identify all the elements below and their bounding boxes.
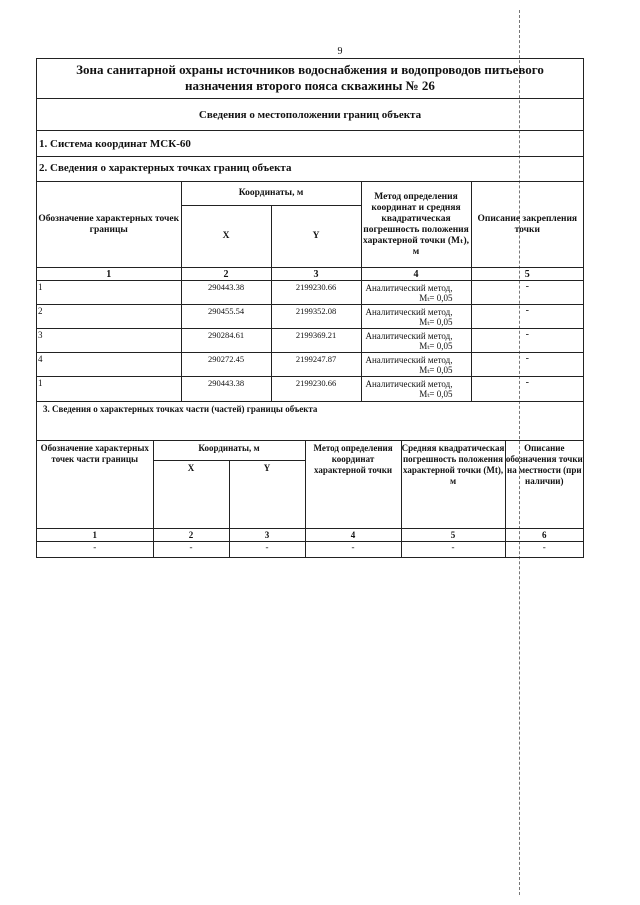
x-value: 290443.38 xyxy=(181,281,271,305)
point-label: 3 xyxy=(37,329,181,353)
point-label: 4 xyxy=(37,353,181,377)
method-cell xyxy=(361,377,471,401)
col-num: 6 xyxy=(505,528,583,541)
point-label: 1 xyxy=(37,377,181,401)
method-error: Mₜ= 0,05 xyxy=(419,388,453,399)
col-num: 3 xyxy=(271,268,361,281)
section2-title: 2. Сведения о характерных точках границ объекта xyxy=(39,162,292,174)
method-cell xyxy=(361,305,471,329)
col-x-header: X xyxy=(153,460,229,528)
empty-value: - xyxy=(305,541,401,557)
col-num: 3 xyxy=(229,528,305,541)
x-value: 290443.38 xyxy=(181,377,271,401)
empty-value: - xyxy=(505,541,583,557)
col-num: 4 xyxy=(305,528,401,541)
desc-value: - xyxy=(471,329,583,353)
col-num: 5 xyxy=(471,268,583,281)
empty-value: - xyxy=(153,541,229,557)
x-value: 290455.54 xyxy=(181,305,271,329)
table-row xyxy=(37,329,583,353)
method-name: Аналитический метод, xyxy=(365,282,453,293)
method-error: Mₜ= 0,05 xyxy=(419,364,453,375)
col-num: 4 xyxy=(361,268,471,281)
col-method-header: Метод определения координат и средняя квадратическая погрешность положения характерной точки (Mₜ), м xyxy=(361,182,471,268)
empty-value: - xyxy=(37,541,153,557)
y-value: 2199369.21 xyxy=(271,329,361,353)
page-number: 9 xyxy=(337,46,343,57)
col-method-header: Метод определения координат характерной точки xyxy=(305,440,401,528)
desc-value: - xyxy=(471,281,583,305)
desc-value: - xyxy=(471,377,583,401)
col-y-header: Y xyxy=(229,460,305,528)
method-name: Аналитический метод, xyxy=(365,354,453,365)
desc-value: - xyxy=(471,353,583,377)
col-desc-header: Описание закрепления точки xyxy=(471,182,583,268)
method-cell xyxy=(361,329,471,353)
method-cell xyxy=(361,353,471,377)
method-cell xyxy=(361,281,471,305)
document-frame xyxy=(36,58,584,558)
coord-system: 1. Система координат МСК-60 xyxy=(37,131,583,157)
method-name: Аналитический метод, xyxy=(365,330,453,341)
document-title: Зона санитарной охраны источников водоснабжения и водопроводов питьевого назначения второго пояса скважины № 26 xyxy=(37,59,583,99)
method-error: Mₜ= 0,05 xyxy=(419,340,453,351)
point-label: 1 xyxy=(37,281,181,305)
y-value: 2199230.66 xyxy=(271,377,361,401)
col-x-header: X xyxy=(181,206,271,268)
part-boundary-table xyxy=(37,440,583,558)
table-row xyxy=(37,353,583,377)
method-name: Аналитический метод, xyxy=(365,378,453,389)
col-coords-header: Координаты, м xyxy=(181,182,361,206)
col-coords-header: Координаты, м xyxy=(153,440,305,460)
col-num: 1 xyxy=(37,528,153,541)
col-point-header: Обозначение характерных точек части границы xyxy=(37,440,153,528)
desc-value: - xyxy=(471,305,583,329)
table-row xyxy=(37,377,583,401)
table-row xyxy=(37,541,583,557)
col-y-header: Y xyxy=(271,206,361,268)
y-value: 2199247.87 xyxy=(271,353,361,377)
location-header: Сведения о местоположении границ объекта xyxy=(37,99,583,131)
section3-title: 3. Сведения о характерных точках части (частей) границы объекта xyxy=(37,401,583,440)
method-error: Mₜ= 0,05 xyxy=(419,292,453,303)
method-name: Аналитический метод, xyxy=(365,306,453,317)
y-value: 2199230.66 xyxy=(271,281,361,305)
boundary-points-table xyxy=(37,181,583,401)
col-point-header: Обозначение характерных точек границы xyxy=(37,182,181,268)
y-value: 2199352.08 xyxy=(271,305,361,329)
col-desc-header: Описание обозначения точки на местности (при наличии) xyxy=(505,440,583,528)
x-value: 290272.45 xyxy=(181,353,271,377)
col-num: 5 xyxy=(401,528,505,541)
col-num: 1 xyxy=(37,268,181,281)
col-num: 2 xyxy=(153,528,229,541)
empty-value: - xyxy=(401,541,505,557)
method-error: Mₜ= 0,05 xyxy=(419,316,453,327)
table-row xyxy=(37,305,583,329)
col-num: 2 xyxy=(181,268,271,281)
table-row xyxy=(37,281,583,305)
x-value: 290284.61 xyxy=(181,329,271,353)
point-label: 2 xyxy=(37,305,181,329)
empty-value: - xyxy=(229,541,305,557)
col-error-header: Средняя квадратическая погрешность положения характерной точки (Mt), м xyxy=(401,440,505,528)
